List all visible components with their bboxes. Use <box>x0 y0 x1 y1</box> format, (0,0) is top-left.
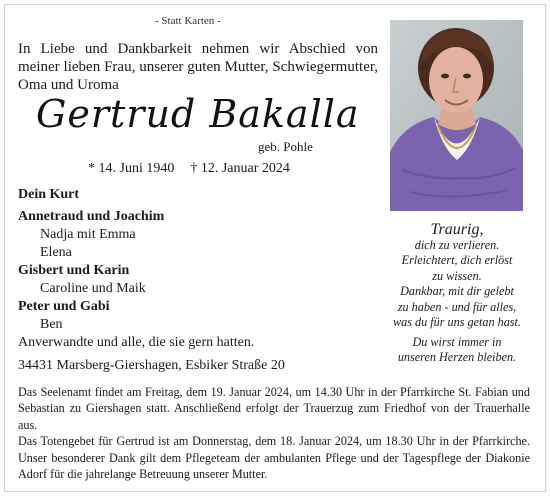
service-paragraph-2: Das Totengebet für Gertrud ist am Donnerstag, dem 18. Januar 2024, um 18.30 Uhr in der Pfarrkirche. Unser besonderer Dank gilt dem Pflegeteam der ambulanten Pflege und der Tagespflege der Diakonie Adorf für die jahrelange Betreuung unserer Mutter. <box>18 434 530 482</box>
poem-line: Traurig, <box>430 221 484 238</box>
family-heading-1: Annetraud und Joachim <box>18 209 165 224</box>
poem-line: zu wissen. <box>432 268 482 283</box>
deceased-name: Gertrud Bakalla <box>36 92 360 136</box>
service-details <box>18 384 530 482</box>
poem <box>388 222 526 366</box>
birth-date: * 14. Juni 1940 <box>88 161 175 176</box>
portrait-photo <box>390 20 523 211</box>
service-paragraph-1: Das Seelenamt findet am Freitag, dem 19. Januar 2024, um 14.30 Uhr in der Pfarrkirche St. Fabian und Sebastian zu Giershagen statt. Anschließend erfolgt der Trauerzug zum Friedhof von der Trauerhalle aus. <box>18 385 530 432</box>
spouse: Dein Kurt <box>18 187 80 202</box>
poem-line: Dankbar, mit dir gelebt <box>400 284 514 298</box>
address: 34431 Marsberg-Giershagen, Esbiker Straße 20 <box>18 358 285 373</box>
family-member: Caroline und Maik <box>40 281 146 296</box>
born-name: geb. Pohle <box>258 139 313 154</box>
poem-line: zu haben - und für alles, <box>397 299 517 314</box>
statt-karten-line: - Statt Karten - <box>155 15 221 27</box>
poem-line: Du wirst immer in <box>412 334 502 349</box>
relatives-line: Anverwandte und alle, die sie gern hatten. <box>18 335 255 350</box>
portrait-image <box>390 20 523 211</box>
family-member: Elena <box>40 245 72 260</box>
family-member: Nadja mit Emma <box>40 227 136 242</box>
life-dates <box>88 161 290 177</box>
poem-line: Erleichtert, dich erlöst <box>401 253 513 267</box>
family-heading-2: Gisbert und Karin <box>18 263 130 278</box>
family-member: Ben <box>40 317 63 332</box>
intro-text: In Liebe und Dankbarkeit nehmen wir Abschied von meiner lieben Frau, unserer guten Mutter, Schwiegermutter, Oma und Uroma <box>18 41 378 93</box>
poem-line: unseren Herzen bleiben. <box>397 350 517 364</box>
death-date: † 12. Januar 2024 <box>190 161 290 176</box>
mourners-list <box>18 186 378 352</box>
family-heading-3: Peter und Gabi <box>18 299 110 314</box>
poem-line: dich zu verlieren. <box>414 237 500 252</box>
poem-line: was du für uns getan hast. <box>393 315 521 329</box>
